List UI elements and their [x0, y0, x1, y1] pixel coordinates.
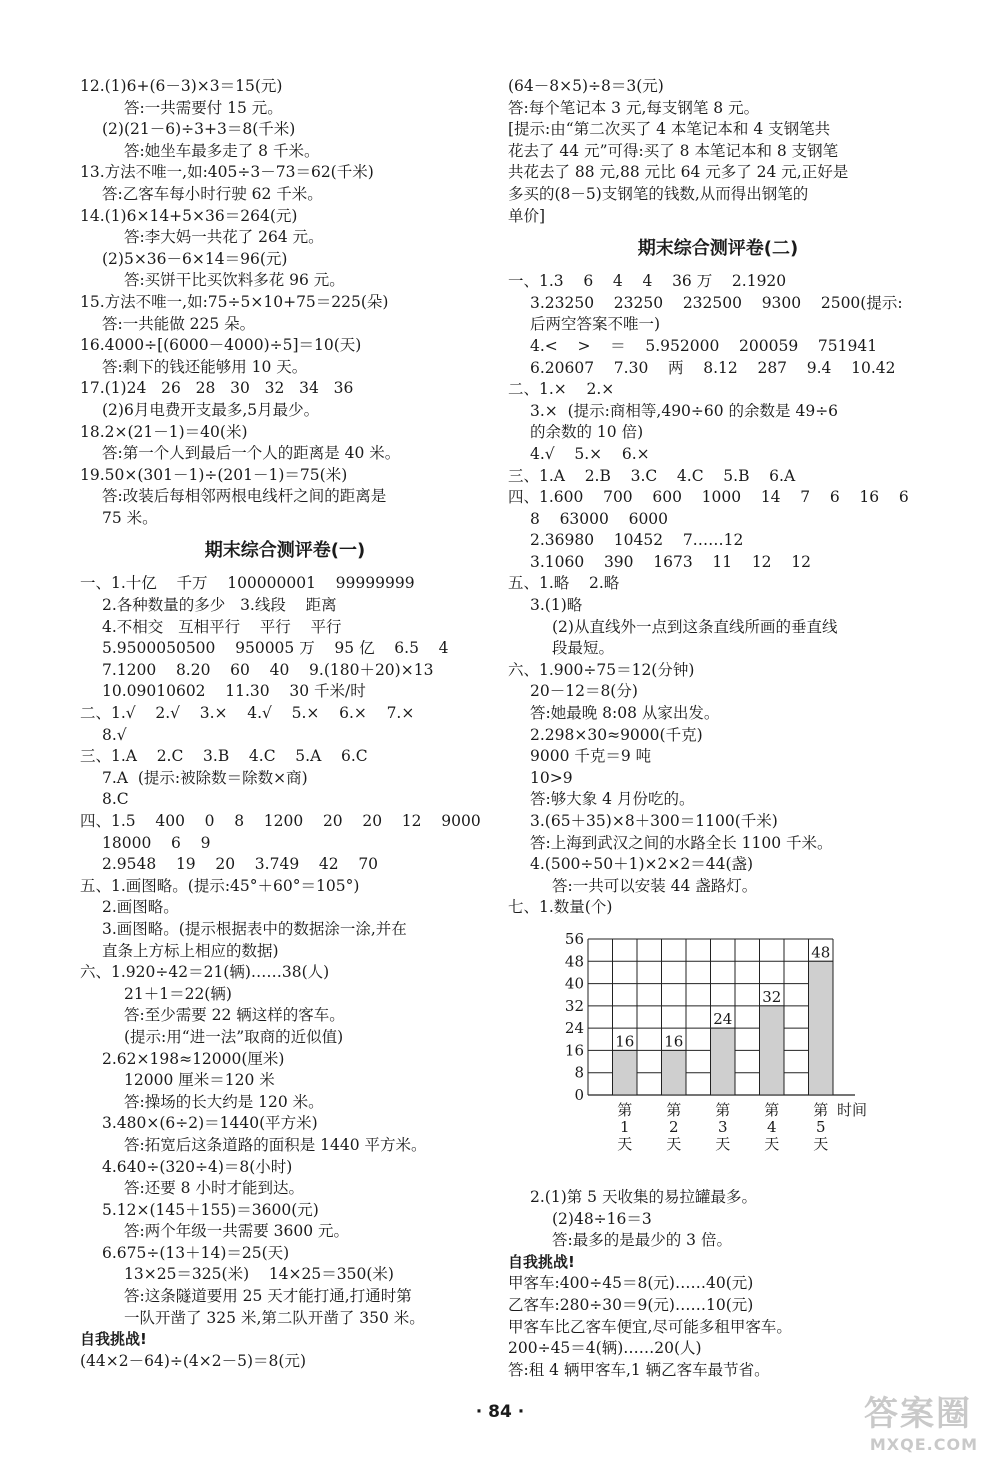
x-tick-label: 天 — [666, 1134, 682, 1153]
x-axis-label: 时间 — [837, 1100, 868, 1119]
answer-line: 五、1.画图略。(提示:45°＋60°＝105°) — [80, 876, 360, 895]
answer-line: (2)48÷16＝3 — [552, 1209, 652, 1228]
x-tick-label: 第 — [617, 1100, 633, 1119]
x-tick-label: 2 — [668, 1117, 679, 1136]
answer-line: 三、1.A 2.C 3.B 4.C 5.A 6.C — [80, 747, 368, 766]
y-tick-label: 48 — [564, 952, 584, 971]
page-number: · 84 · — [475, 1402, 525, 1422]
answer-line: 18000 6 9 — [102, 833, 211, 852]
x-tick-label: 天 — [617, 1134, 633, 1153]
answer-line: 8.C — [102, 790, 129, 809]
answer-line: 六、1.900÷75＝12(分钟) — [508, 660, 695, 679]
x-tick-label: 第 — [764, 1100, 780, 1119]
answer-line: 6.675÷(13＋14)＝25(天) — [102, 1243, 290, 1262]
answer-line: (2)6月电费开支最多,5月最少。 — [102, 400, 320, 419]
answer-line: 2.62×198≈12000(厘米) — [102, 1049, 285, 1068]
answer-line: 答:买饼干比买饮料多花 96 元。 — [124, 271, 345, 290]
answer-line: 5.12×(145＋155)＝3600(元) — [102, 1200, 319, 1219]
answer-line: 答:改装后每相邻两根电线杆之间的距离是 — [102, 487, 387, 506]
answer-line: 10.09010602 11.30 30 千米/时 — [102, 682, 366, 701]
bar — [760, 1006, 785, 1095]
right-column-top — [508, 76, 928, 919]
answer-line: (64－8×5)÷8＝3(元) — [508, 77, 664, 95]
answer-line: 4.不相交 互相平行 平行 平行 — [102, 617, 342, 636]
watermark-text: 答案圈 — [864, 1394, 972, 1434]
answer-line: 五、1.略 2.略 — [508, 574, 620, 593]
answer-line: 一、1.十亿 千万 100000001 99999999 — [80, 574, 415, 593]
answer-line: 2.36980 10452 7……12 — [530, 531, 744, 550]
answer-line: 9000 千克＝9 吨 — [530, 747, 652, 766]
y-tick-label: 56 — [564, 929, 584, 948]
answer-line: 四、1.5 400 0 8 1200 20 20 12 9000 — [80, 812, 481, 830]
y-tick-label: 8 — [574, 1063, 584, 1082]
answer-line: 2.9548 19 20 3.749 42 70 — [102, 855, 379, 874]
answer-line: 段最短。 — [552, 639, 615, 658]
answer-line: 一队开凿了 325 米,第二队开凿了 350 米。 — [124, 1308, 425, 1327]
answer-line: 答:至少需要 22 辆这样的客车。 — [124, 1006, 345, 1025]
y-tick-label: 0 — [574, 1085, 584, 1104]
y-tick-label: 40 — [564, 974, 584, 993]
answer-line: (2)从直线外一点到这条直线所画的垂直线 — [552, 617, 838, 636]
answer-line: (2)5×36－6×14＝96(元) — [102, 249, 288, 268]
answer-line: 3.(1)略 — [530, 596, 583, 615]
answer-line: 直条上方标上相应的数据) — [102, 941, 279, 960]
answer-line: 8 63000 6000 — [530, 509, 669, 528]
bar — [809, 961, 834, 1095]
answer-line: 乙客车:280÷30＝9(元)……10(元) — [508, 1295, 754, 1314]
answer-line: (提示:用“进一法”取商的近似值) — [124, 1027, 344, 1046]
answer-line: 6.20607 7.30 两 8.12 287 9.4 10.42 — [530, 358, 896, 377]
answer-line: 10>9 — [530, 768, 573, 787]
answer-line: 答:她最晚 8:08 从家出发。 — [530, 704, 720, 723]
answer-line: 一、1.3 6 4 4 36 万 2.1920 — [508, 272, 787, 291]
answer-line: 的余数的 10 倍) — [530, 423, 644, 442]
answer-line: 13×25＝325(米) 14×25＝350(米) — [124, 1265, 394, 1284]
watermark-logo — [782, 1386, 982, 1454]
answer-line: 答:上海到武汉之间的水路全长 1100 千米。 — [530, 833, 833, 852]
answer-line: 自我挑战! — [508, 1252, 575, 1271]
answer-line: 三、1.A 2.B 3.C 4.C 5.B 6.A — [508, 466, 796, 485]
answer-line: 3.1060 390 1673 11 12 12 — [530, 552, 811, 571]
left-column — [80, 76, 490, 1372]
answer-line: 14.(1)6×14+5×36＝264(元) — [80, 206, 298, 225]
answer-line: 4.640÷(320÷4)＝8(小时) — [102, 1157, 293, 1176]
answer-line: 答:一共需要付 15 元。 — [124, 98, 283, 117]
answer-line: 甲客车:400÷45＝8(元)……40(元) — [508, 1274, 754, 1293]
answer-line: 自我挑战! — [80, 1330, 147, 1349]
x-tick-label: 第 — [666, 1100, 682, 1119]
answer-line: 7.A (提示:被除数＝除数×商) — [102, 768, 308, 787]
answer-line: 3.480×(6÷2)＝1440(平方米) — [102, 1114, 318, 1133]
answer-line: 答:够大象 4 月份吃的。 — [530, 790, 695, 809]
answer-line: 15.方法不唯一,如:75÷5×10+75＝225(朵) — [80, 292, 389, 311]
x-tick-label: 1 — [619, 1117, 630, 1136]
bar-value-label: 48 — [811, 943, 831, 962]
answer-line: 3.23250 23250 232500 9300 2500(提示: — [530, 293, 903, 312]
answer-line: 花去了 44 元”可得:买了 8 本笔记本和 8 支钢笔 — [508, 141, 839, 160]
answer-line: 2.298×30≈9000(千克) — [530, 725, 703, 744]
answer-line: 多买的(8－5)支钢笔的钱数,从而得出钢笔的 — [508, 184, 809, 203]
answer-line: 12000 厘米＝120 米 — [124, 1071, 275, 1090]
answer-line: 21＋1＝22(辆) — [124, 984, 232, 1003]
answer-line: 3.(65＋35)×8＋300＝1100(千米) — [530, 812, 778, 830]
answer-line: 17.(1)24 26 28 30 32 34 36 — [80, 379, 354, 398]
x-tick-label: 4 — [766, 1117, 777, 1136]
x-tick-label: 3 — [717, 1117, 728, 1136]
answer-line: 200÷45＝4(辆)……20(人) — [508, 1339, 702, 1358]
bar — [613, 1050, 638, 1095]
answer-line: 二、1.× 2.× — [508, 380, 615, 399]
answer-line: 20－12＝8(分) — [530, 682, 638, 701]
answer-line: 答:拓宽后这条道路的面积是 1440 平方米。 — [124, 1135, 427, 1154]
answer-line: 四、1.600 700 600 1000 14 7 6 16 6 — [508, 488, 909, 507]
answer-line: 后两空答案不唯一) — [530, 315, 661, 334]
answer-line: (2)(21－6)÷3+3＝8(千米) — [102, 120, 296, 139]
y-tick-label: 24 — [564, 1019, 584, 1038]
answer-line: 答:一共能做 225 朵。 — [102, 314, 256, 333]
x-tick-label: 5 — [815, 1117, 826, 1136]
answer-line: 答:一共可以安装 44 盏路灯。 — [552, 876, 758, 895]
answer-line: 2.各种数量的多少 3.线段 距离 — [102, 596, 337, 615]
answer-line: 12.(1)6+(6－3)×3＝15(元) — [80, 77, 283, 95]
answer-line: 4.< > ＝ 5.952000 200059 751941 — [530, 336, 878, 355]
bar-value-label: 16 — [615, 1032, 635, 1051]
section-heading: 期末综合测评卷(一) — [204, 540, 366, 562]
answer-line: 二、1.√ 2.√ 3.× 4.√ 5.× 6.× 7.× — [80, 704, 415, 723]
y-tick-label: 16 — [564, 1041, 584, 1060]
answer-line: 7.1200 8.20 60 40 9.(180＋20)×13 — [102, 660, 434, 679]
x-tick-label: 天 — [764, 1134, 780, 1153]
answer-line: 答:剩下的钱还能够用 10 天。 — [102, 357, 308, 376]
answer-line: 16.4000÷[(6000－4000)÷5]＝10(天) — [80, 336, 362, 355]
answer-line: 4.(500÷50＋1)×2×2＝44(盏) — [530, 855, 754, 874]
answer-line: 共花去了 88 元,88 元比 64 元多了 24 元,正好是 — [508, 163, 849, 182]
answer-line: 答:操场的长大约是 120 米。 — [124, 1092, 324, 1111]
x-tick-label: 天 — [813, 1134, 829, 1153]
bar-value-label: 16 — [664, 1032, 684, 1051]
chart-svg — [508, 919, 868, 1187]
section-heading: 期末综合测评卷(二) — [637, 238, 799, 260]
answer-line: 3.× (提示:商相等,490÷60 的余数是 49÷6 — [530, 401, 839, 420]
answer-line: 答:她坐车最多走了 8 千米。 — [124, 141, 320, 160]
answer-line: 六、1.920÷42＝21(辆)……38(人) — [80, 963, 330, 982]
answer-line: (44×2－64)÷(4×2－5)＝8(元) — [80, 1351, 306, 1370]
answer-line: 答:这条隧道要用 25 天才能打通,打通时第 — [124, 1287, 412, 1306]
answer-line: 18.2×(21－1)＝40(米) — [80, 422, 248, 441]
answer-line: 13.方法不唯一,如:405÷3－73＝62(千米) — [80, 163, 374, 182]
answer-line: 答:每个笔记本 3 元,每支钢笔 8 元。 — [508, 98, 760, 117]
answer-line: 4.√ 5.× 6.× — [530, 444, 650, 463]
watermark-url: MXQE.COM — [869, 1435, 978, 1454]
answer-line: 答:还要 8 小时才能到达。 — [124, 1179, 304, 1198]
bar — [662, 1050, 687, 1095]
answer-line: 答:最多的是最少的 3 倍。 — [552, 1231, 732, 1250]
bar-value-label: 32 — [762, 987, 782, 1006]
answer-line: 2.画图略。 — [102, 898, 179, 917]
answer-line: 答:乙客车每小时行驶 62 千米。 — [102, 184, 323, 203]
bar — [711, 1028, 736, 1095]
answer-line: 2.(1)第 5 天收集的易拉罐最多。 — [530, 1187, 757, 1206]
answer-line: 答:李大妈一共花了 264 元。 — [124, 228, 324, 247]
x-tick-label: 天 — [715, 1134, 731, 1153]
answer-line: 8.√ — [102, 725, 127, 744]
bar-chart — [508, 919, 928, 1187]
answer-line: 七、1.数量(个) — [508, 898, 613, 917]
x-tick-label: 第 — [813, 1100, 829, 1119]
y-tick-label: 32 — [564, 996, 584, 1015]
answer-line: 答:两个年级一共需要 3600 元。 — [124, 1222, 350, 1241]
answer-line: 5.9500050500 950005 万 95 亿 6.5 4 — [102, 639, 449, 658]
answer-line: 3.画图略。(提示根据表中的数据涂一涂,并在 — [102, 919, 407, 938]
right-column — [508, 76, 928, 1381]
answer-line: 19.50×(301－1)÷(201－1)＝75(米) — [80, 465, 348, 484]
answer-line: 单价] — [508, 206, 546, 225]
right-column-bottom — [508, 1187, 928, 1381]
answer-line: 75 米。 — [102, 508, 158, 527]
answer-line: [提示:由“第二次买了 4 本笔记本和 4 支钢笔共 — [508, 120, 831, 139]
x-tick-label: 第 — [715, 1100, 731, 1119]
answer-line: 答:租 4 辆甲客车,1 辆乙客车最节省。 — [508, 1360, 770, 1379]
answer-line: 甲客车比乙客车便宜,尽可能多租甲客车。 — [508, 1317, 792, 1336]
bar-value-label: 24 — [713, 1010, 733, 1029]
answer-line: 答:第一个人到最后一个人的距离是 40 米。 — [102, 444, 401, 463]
